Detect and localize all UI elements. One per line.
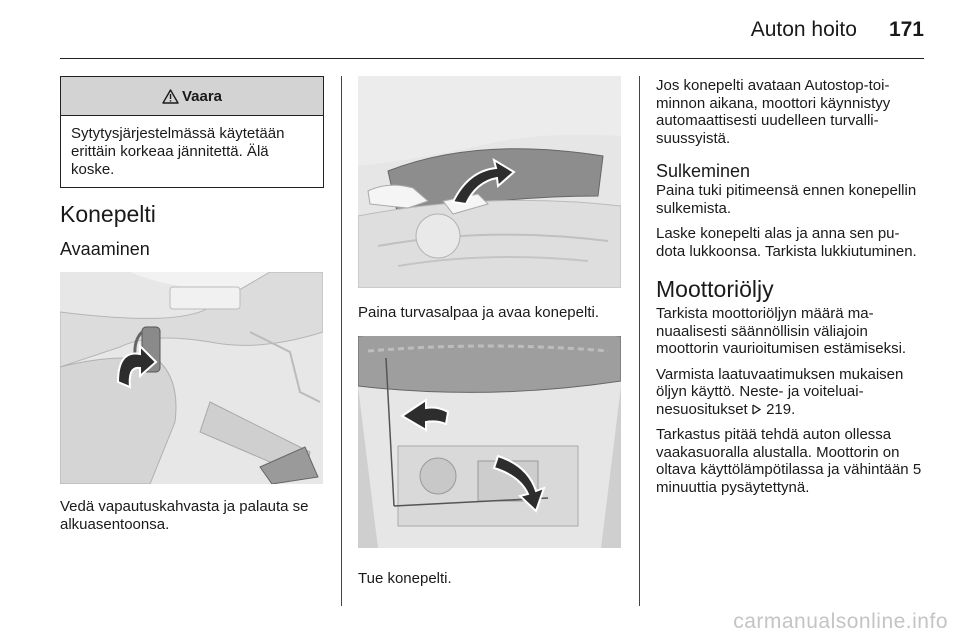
watermark: carmanualsonline.info [733,610,948,633]
header-rule [60,58,924,59]
figure-hood-release-lever [60,272,323,484]
warning-text: Sytytysjärjestelmässä käytetään erittäin korkeaa jännitettä. Älä koske. [71,125,285,178]
warning-triangle-icon [162,89,179,104]
moottorioljy-paragraph-2 [656,366,922,419]
header-title: Auton hoito [750,18,857,41]
figure-hood-safety-catch [358,76,621,288]
warning-header [61,77,323,116]
column-divider [639,76,640,606]
sulkeminen-paragraph-1: Paina tuki pitimeensä ennen konepellin sulkemista. [656,182,917,217]
autostop-note: Jos konepelti avataan Autostop-toiminnon aikana, moottori käynnistyy automaattisesti uudelleen turvallisuussyistä. [656,77,891,147]
warning-box [60,76,324,188]
caption-release-lever: Vedä vapautuskahvasta ja palauta se alkuasentoonsa. [60,498,309,533]
page-reference-icon [752,404,762,415]
caption-support-rod: Tue konepelti. [358,569,452,587]
section-heading-konepelti: Konepelti [60,201,156,227]
column-middle [358,76,621,587]
subheading-avaaminen: Avaaminen [60,239,150,259]
page-header [751,18,924,48]
page-reference-number[interactable]: 219. [766,400,796,418]
column-left [60,76,323,533]
moottorioljy-paragraph-3: Tarkastus pitää tehdä auton ollessa vaakasuoralla alustalla. Moottorin on oltava käyttölämpötilassa ja vähintään 5 minuuttia pysäytettynä. [656,426,922,496]
caption-safety-catch: Paina turvasalpaa ja avaa konepelti. [358,304,599,321]
section-heading-moottorioljy: Moottoriöljy [656,276,774,302]
subheading-sulkeminen: Sulkeminen [656,161,751,181]
column-right [656,76,922,496]
warning-title: Vaara [181,87,223,105]
moottorioljy-paragraph-1: Tarkista moottoriöljyn määrä manuaalisesti säännöllisin väliajoin moottorin vaurioitumisen estämiseksi. [656,305,907,357]
figure-hood-support-rod [358,336,621,548]
moottorioljy-paragraph-2-text: Varmista laatuvaatimuksen mukaisen öljyn käyttö. Neste- ja voiteluainesuositukset [656,365,904,418]
sulkeminen-paragraph-2: Laske konepelti alas ja anna sen pudota lukkoonsa. Tarkista lukkiutuminen. [656,225,917,260]
column-divider [341,76,342,606]
page-number: 171 [888,18,924,41]
